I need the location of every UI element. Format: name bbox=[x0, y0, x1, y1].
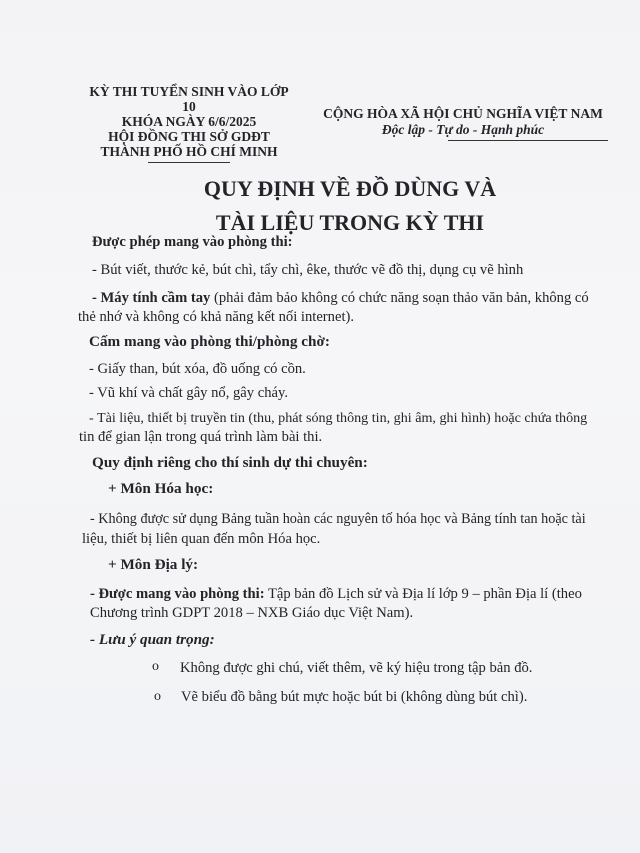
forbidden-item-3-cont: tin để gian lận trong quá trình làm bài thi. bbox=[79, 429, 323, 445]
geography-rule-cont: Chương trình GDPT 2018 – NXB Giáo dục Việt Nam). bbox=[90, 605, 414, 621]
forbidden-item-1: - Giấy than, bút xóa, đồ uống có cồn. bbox=[89, 361, 306, 377]
forbidden-item-2: - Vũ khí và chất gây nổ, gây cháy. bbox=[89, 385, 288, 401]
title-line-1: QUY ĐỊNH VỀ ĐỒ DÙNG VÀ bbox=[203, 176, 497, 201]
note-item-2: Vẽ biểu đồ bằng bút mực hoặc bút bi (không dùng bút chì). bbox=[181, 689, 528, 705]
geography-rule bbox=[90, 585, 582, 603]
allowed-item-2-rest: (phải đảm bảo không có chức năng soạn thảo văn bản, không có bbox=[210, 290, 589, 306]
allowed-item-2-lead: - Máy tính cầm tay bbox=[92, 290, 211, 306]
national-header bbox=[318, 106, 608, 141]
special-heading: Quy định riêng cho thí sinh dự thi chuyên: bbox=[92, 454, 368, 471]
allowed-item-2 bbox=[92, 289, 589, 307]
bullet-icon: o bbox=[152, 659, 159, 674]
chemistry-heading: + Môn Hóa học: bbox=[108, 480, 214, 497]
chemistry-rule: - Không được sử dụng Bảng tuần hoàn các nguyên tố hóa học và Bảng tính tan hoặc tài bbox=[90, 511, 586, 527]
motto-underline bbox=[448, 140, 608, 141]
important-note-heading: - Lưu ý quan trọng: bbox=[90, 631, 215, 648]
geography-rule-rest: Tập bản đồ Lịch sử và Địa lí lớp 9 – phần Địa lí (theo bbox=[264, 586, 582, 602]
council-name: HỘI ĐỒNG THI SỞ GDĐT bbox=[108, 129, 270, 144]
exam-name: KỲ THI TUYỂN SINH VÀO LỚP 10 bbox=[89, 84, 289, 114]
allowed-item-2-cont: thẻ nhớ và không có khả năng kết nối internet). bbox=[78, 309, 355, 325]
exam-date: KHÓA NGÀY 6/6/2025 bbox=[121, 114, 257, 129]
country-name: CỘNG HÒA XÃ HỘI CHỦ NGHĨA VIỆT NAM bbox=[323, 106, 603, 121]
city-name: THÀNH PHỐ HỒ CHÍ MINH bbox=[100, 144, 278, 159]
chemistry-rule-cont: liệu, thiết bị liên quan đến môn Hóa học. bbox=[82, 531, 321, 547]
issuer-underline bbox=[148, 162, 230, 163]
note-item-1: Không được ghi chú, viết thêm, vẽ ký hiệu trong tập bản đồ. bbox=[180, 660, 533, 676]
national-motto: Độc lập - Tự do - Hạnh phúc bbox=[381, 122, 545, 137]
forbidden-item-3: - Tài liệu, thiết bị truyền tin (thu, phát sóng thông tin, ghi âm, ghi hình) hoặc chứa thông bbox=[89, 410, 588, 426]
allowed-heading: Được phép mang vào phòng thi: bbox=[92, 234, 293, 250]
geography-rule-lead: - Được mang vào phòng thi: bbox=[90, 586, 265, 602]
document-title bbox=[140, 172, 560, 240]
bullet-icon: o bbox=[154, 689, 161, 704]
geography-heading: + Môn Địa lý: bbox=[108, 556, 199, 573]
allowed-item-1: - Bút viết, thước kẻ, bút chì, tẩy chì, êke, thước vẽ đồ thị, dụng cụ vẽ hình bbox=[92, 262, 524, 278]
forbidden-heading: Cấm mang vào phòng thi/phòng chờ: bbox=[89, 333, 330, 350]
title-line-2: TÀI LIỆU TRONG KỲ THI bbox=[215, 210, 485, 235]
issuer-header bbox=[84, 84, 294, 163]
